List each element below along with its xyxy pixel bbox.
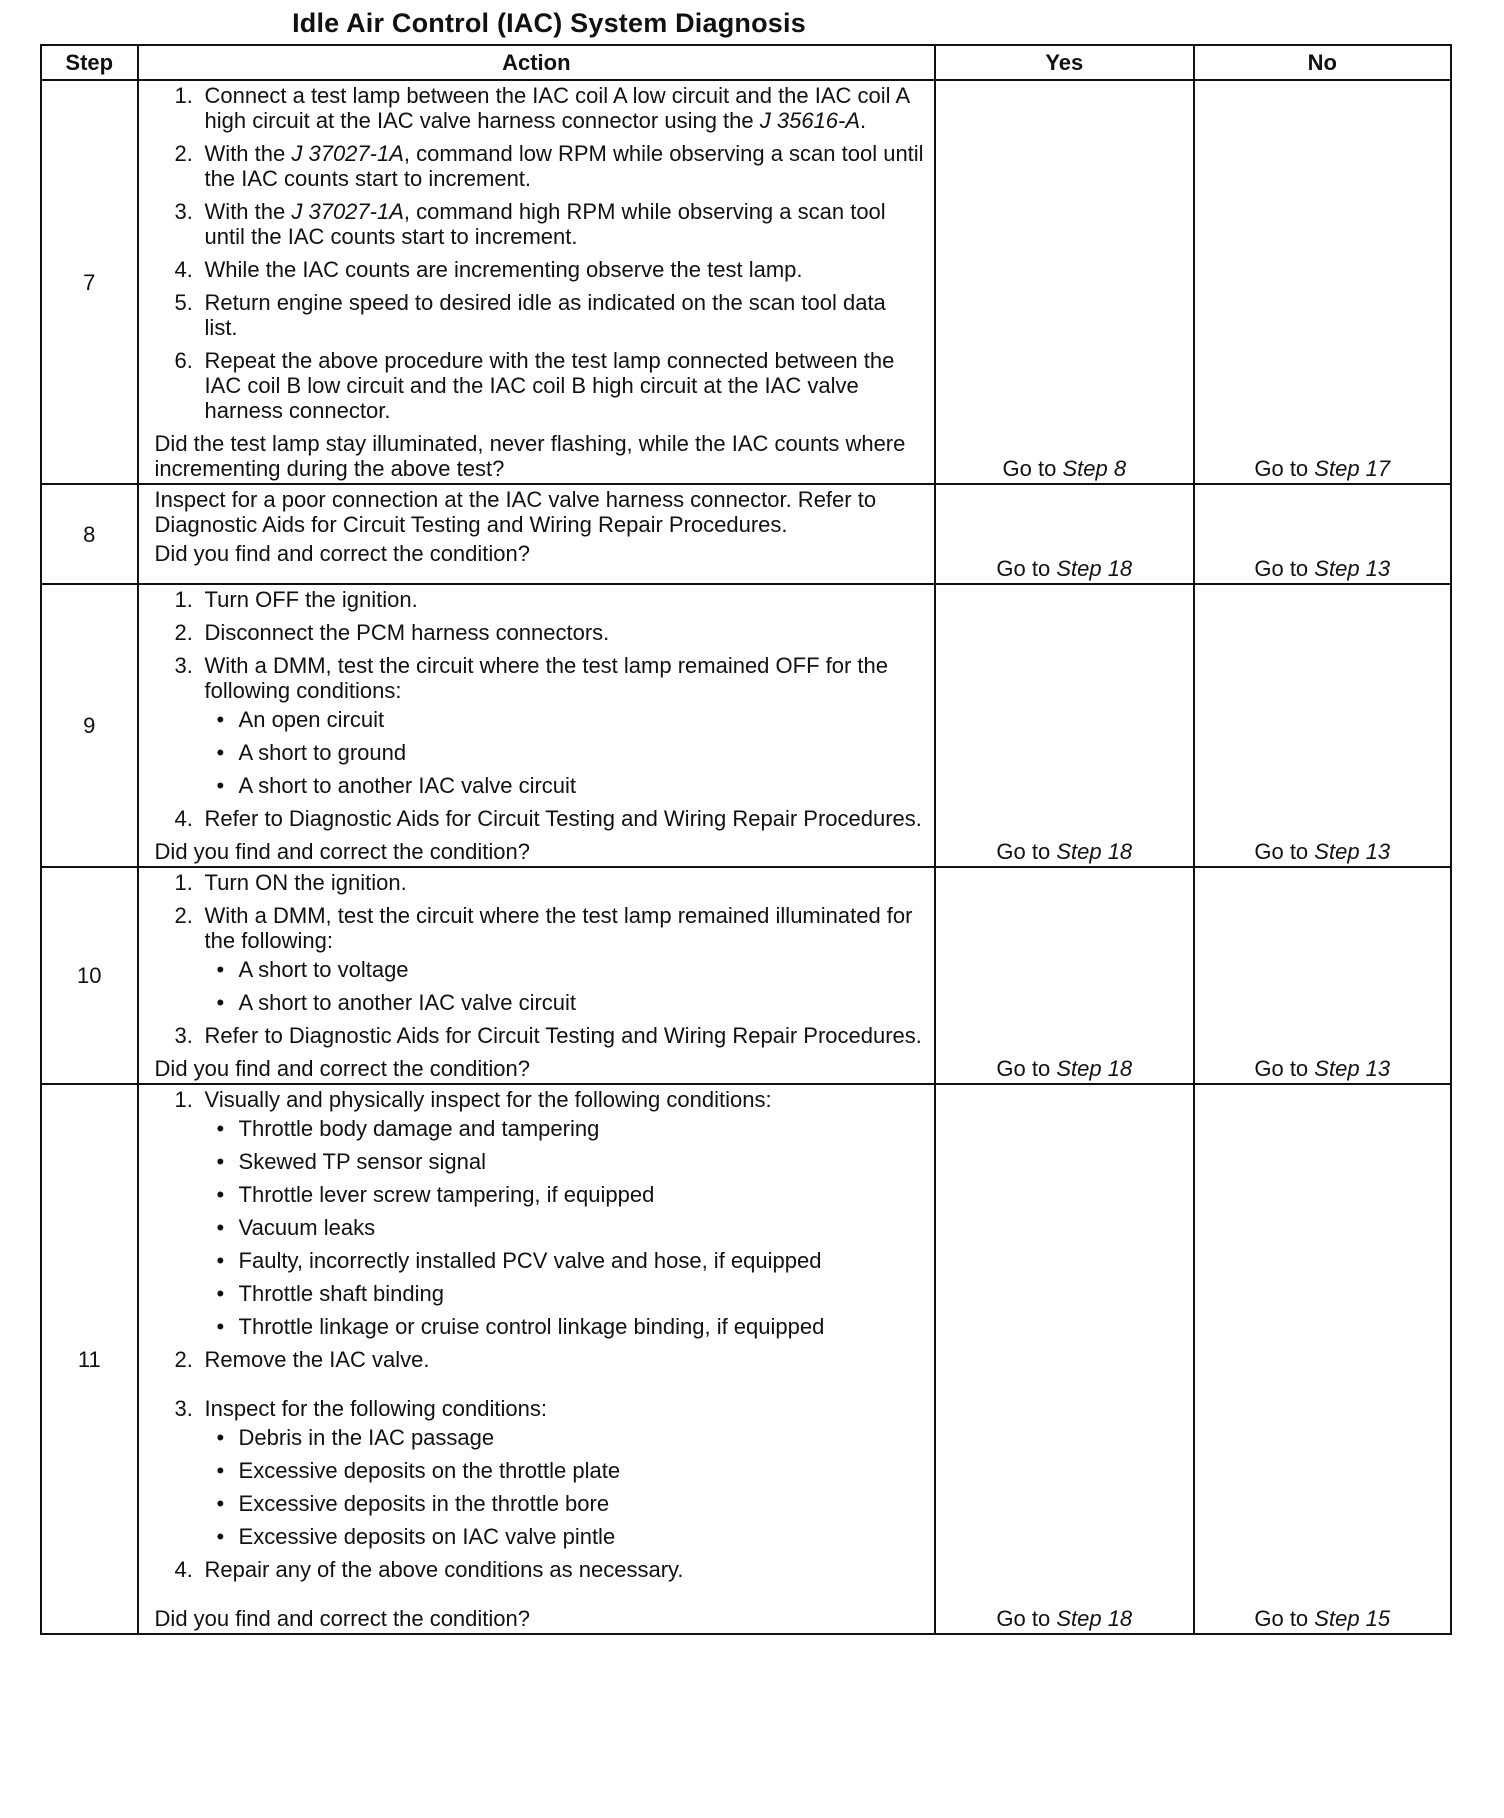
step-number: 11 [77, 1346, 101, 1372]
action-step [155, 587, 925, 612]
action-step-number: 4. [174, 806, 193, 831]
goto-prefix: Go to [1254, 839, 1309, 864]
action-step [155, 348, 925, 423]
action-step-text: Disconnect the PCM harness connectors. [204, 620, 610, 645]
header-action: Action [138, 45, 936, 80]
action-question: Did the test lamp stay illuminated, never flashing, while the IAC counts where incrementing during the above test? [154, 431, 906, 481]
table-row [41, 584, 1451, 867]
condition-item [205, 1458, 925, 1483]
goto-prefix: Go to [1254, 556, 1309, 581]
action-step [155, 620, 925, 645]
condition-item [205, 1314, 925, 1339]
condition-text: A short to another IAC valve circuit [238, 990, 577, 1015]
no-goto [1254, 456, 1390, 481]
yes-goto [996, 1056, 1132, 1081]
action-step-number: 2. [174, 141, 193, 166]
action-step-number: 2. [174, 620, 193, 645]
diagnosis-table [40, 44, 1452, 1635]
goto-prefix: Go to [1254, 456, 1309, 481]
condition-list [205, 707, 925, 798]
bullet-icon: • [216, 1281, 225, 1306]
yes-cell [935, 80, 1193, 484]
bullet-icon: • [216, 990, 225, 1015]
goto-step: Step 13 [1314, 556, 1391, 581]
action-step-text: Visually and physically inspect for the following conditions: [204, 1087, 772, 1112]
yes-cell [935, 867, 1193, 1084]
condition-list [205, 957, 925, 1015]
bullet-icon: • [216, 1314, 225, 1339]
no-goto [1254, 839, 1390, 864]
condition-item [205, 1149, 925, 1174]
action-step [155, 199, 925, 249]
action-cell [138, 80, 936, 484]
action-step [155, 1396, 925, 1549]
condition-item [205, 1116, 925, 1141]
condition-text: Excessive deposits on IAC valve pintle [238, 1524, 616, 1549]
condition-item [205, 1182, 925, 1207]
no-goto [1254, 1056, 1390, 1081]
bullet-icon: • [216, 773, 225, 798]
yes-goto [996, 839, 1132, 864]
tool-reference: J 35616-A [759, 108, 861, 133]
yes-goto [1003, 456, 1127, 481]
action-step-text: With a DMM, test the circuit where the test lamp remained OFF for the following conditions: [204, 653, 888, 703]
goto-step: Step 17 [1314, 456, 1391, 481]
bullet-icon: • [216, 1149, 225, 1174]
bullet-icon: • [216, 1182, 225, 1207]
action-cell [138, 584, 936, 867]
condition-text: Vacuum leaks [238, 1215, 376, 1240]
yes-cell [935, 484, 1193, 584]
action-step-number: 3. [174, 1396, 193, 1421]
condition-item [205, 1281, 925, 1306]
action-step-text [205, 141, 924, 191]
condition-text: Debris in the IAC passage [238, 1425, 495, 1450]
action-step-text-post: , command low RPM while observing a scan tool until the IAC counts start to increment. [204, 141, 924, 191]
condition-text: An open circuit [238, 707, 385, 732]
goto-step: Step 13 [1314, 839, 1391, 864]
step-cell [41, 80, 138, 484]
action-step-text: While the IAC counts are incrementing observe the test lamp. [204, 257, 803, 282]
goto-step: Step 13 [1314, 1056, 1391, 1081]
action-step-number: 1. [174, 1087, 193, 1112]
action-step-number: 5. [174, 290, 193, 315]
action-steps-list [155, 870, 925, 1048]
condition-item [205, 1215, 925, 1240]
goto-step: Step 18 [1056, 556, 1133, 581]
step-number: 9 [83, 713, 96, 738]
action-step-number: 1. [174, 870, 193, 895]
action-step [155, 1557, 925, 1582]
action-step [155, 653, 925, 798]
goto-step: Step 18 [1056, 839, 1133, 864]
tool-reference: J 37027-1A [291, 199, 404, 224]
yes-goto [996, 1606, 1132, 1631]
step-cell [41, 867, 138, 1084]
goto-prefix: Go to [1254, 1056, 1309, 1081]
condition-item [205, 990, 925, 1015]
action-step-text: Repair any of the above conditions as necessary. [204, 1557, 684, 1582]
header-row [41, 45, 1451, 80]
action-steps-list [155, 587, 925, 831]
step-cell [41, 484, 138, 584]
action-step [155, 903, 925, 1015]
action-question: Did you find and correct the condition? [154, 1606, 530, 1631]
action-paragraph: Inspect for a poor connection at the IAC valve harness connector. Refer to Diagnostic Aids for Circuit Testing and Wiring Repair Procedures. [154, 487, 877, 537]
action-step-text-post: , command high RPM while observing a scan tool until the IAC counts start to increment. [204, 199, 886, 249]
action-step-text: Refer to Diagnostic Aids for Circuit Testing and Wiring Repair Procedures. [204, 1023, 922, 1048]
condition-text: Throttle body damage and tampering [238, 1116, 600, 1141]
condition-item [205, 957, 925, 982]
action-step-text: Return engine speed to desired idle as indicated on the scan tool data list. [204, 290, 886, 340]
action-question: Did you find and correct the condition? [154, 1056, 530, 1081]
action-step [155, 83, 925, 133]
action-step-number: 2. [174, 1347, 193, 1372]
action-step-text: Turn OFF the ignition. [204, 587, 418, 612]
condition-text: A short to another IAC valve circuit [238, 773, 577, 798]
yes-cell [935, 584, 1193, 867]
action-step-number: 4. [174, 257, 193, 282]
goto-prefix: Go to [996, 1056, 1051, 1081]
condition-text: Faulty, incorrectly installed PCV valve and hose, if equipped [238, 1248, 822, 1273]
goto-prefix: Go to [996, 556, 1051, 581]
action-step-text-pre: Connect a test lamp between the IAC coil A low circuit and the IAC coil A high circuit at the IAC valve harness connector using the [204, 83, 909, 133]
action-cell [138, 484, 936, 584]
header-no: No [1194, 45, 1451, 80]
action-cell [138, 1084, 936, 1634]
action-step-text [205, 83, 909, 133]
step-cell [41, 1084, 138, 1634]
condition-item [205, 773, 925, 798]
page-title: Idle Air Control (IAC) System Diagnosis [292, 8, 806, 38]
action-step-text-post: . [860, 108, 867, 133]
action-step-number: 3. [174, 199, 193, 224]
action-question: Did you find and correct the condition? [154, 541, 530, 566]
condition-text: Excessive deposits on the throttle plate [238, 1458, 621, 1483]
bullet-icon: • [216, 1425, 225, 1450]
condition-item [205, 1425, 925, 1450]
table-row [41, 484, 1451, 584]
action-step-text: Repeat the above procedure with the test lamp connected between the IAC coil B low circuit and the IAC coil B high circuit at the IAC valve harness connector. [204, 348, 895, 423]
action-step [155, 806, 925, 831]
bullet-icon: • [216, 1524, 225, 1549]
bullet-icon: • [216, 1248, 225, 1273]
condition-item [205, 707, 925, 732]
action-step-text: Refer to Diagnostic Aids for Circuit Testing and Wiring Repair Procedures. [204, 806, 922, 831]
action-step-number: 2. [174, 903, 193, 928]
action-step-number: 1. [174, 587, 193, 612]
action-step-number: 6. [174, 348, 193, 373]
action-step [155, 1347, 925, 1372]
goto-prefix: Go to [996, 839, 1051, 864]
condition-list [205, 1116, 925, 1339]
yes-cell [935, 1084, 1193, 1634]
bullet-icon: • [216, 1116, 225, 1141]
action-step [155, 1087, 925, 1339]
no-goto [1254, 556, 1390, 581]
action-step-text: Turn ON the ignition. [204, 870, 407, 895]
action-step-number: 4. [174, 1557, 193, 1582]
condition-text: Throttle lever screw tampering, if equipped [238, 1182, 655, 1207]
action-steps-list [155, 83, 925, 423]
bullet-icon: • [216, 1215, 225, 1240]
tool-reference: J 37027-1A [291, 141, 404, 166]
header-step: Step [41, 45, 138, 80]
action-question: Did you find and correct the condition? [154, 839, 530, 864]
no-goto [1254, 1606, 1390, 1631]
no-cell [1194, 80, 1451, 484]
condition-text: A short to voltage [238, 957, 409, 982]
action-step-number: 3. [174, 1023, 193, 1048]
step-number: 7 [83, 269, 96, 295]
action-step [155, 290, 925, 340]
action-step-number: 3. [174, 653, 193, 678]
bullet-icon: • [216, 1458, 225, 1483]
action-step [155, 870, 925, 895]
goto-step: Step 15 [1314, 1606, 1391, 1631]
action-step-text-pre: With the [204, 199, 292, 224]
bullet-icon: • [216, 740, 225, 765]
no-cell [1194, 867, 1451, 1084]
action-step [155, 1023, 925, 1048]
goto-step: Step 18 [1056, 1606, 1133, 1631]
condition-text: Throttle shaft binding [238, 1281, 445, 1306]
goto-prefix: Go to [1254, 1606, 1309, 1631]
bullet-icon: • [216, 707, 225, 732]
condition-item [205, 1491, 925, 1516]
action-step [155, 141, 925, 191]
action-cell [138, 867, 936, 1084]
table-row [41, 80, 1451, 484]
goto-prefix: Go to [996, 1606, 1051, 1631]
bullet-icon: • [216, 1491, 225, 1516]
no-cell [1194, 1084, 1451, 1634]
condition-list [205, 1425, 925, 1549]
condition-item [205, 1248, 925, 1273]
no-cell [1194, 584, 1451, 867]
step-cell [41, 584, 138, 867]
action-step-number: 1. [174, 83, 193, 108]
action-steps-list [155, 1087, 925, 1582]
condition-text: Skewed TP sensor signal [238, 1149, 486, 1174]
step-number: 8 [83, 521, 96, 547]
header-yes: Yes [935, 45, 1193, 80]
action-step [155, 257, 925, 282]
yes-goto [996, 556, 1132, 581]
condition-text: A short to ground [238, 740, 407, 765]
action-step-text [205, 199, 886, 249]
step-number: 10 [77, 963, 102, 988]
no-cell [1194, 484, 1451, 584]
action-step-text-pre: With the [204, 141, 292, 166]
action-step-text: With a DMM, test the circuit where the test lamp remained illuminated for the following: [204, 903, 913, 953]
bullet-icon: • [216, 957, 225, 982]
goto-step: Step 8 [1062, 456, 1127, 481]
condition-text: Throttle linkage or cruise control linkage binding, if equipped [238, 1314, 825, 1339]
condition-item [205, 740, 925, 765]
table-row [41, 1084, 1451, 1634]
action-step-text: Remove the IAC valve. [204, 1347, 430, 1372]
goto-prefix: Go to [1002, 456, 1057, 481]
table-row [41, 867, 1451, 1084]
condition-item [205, 1524, 925, 1549]
action-step-text: Inspect for the following conditions: [204, 1396, 547, 1421]
goto-step: Step 18 [1056, 1056, 1133, 1081]
condition-text: Excessive deposits in the throttle bore [238, 1491, 610, 1516]
